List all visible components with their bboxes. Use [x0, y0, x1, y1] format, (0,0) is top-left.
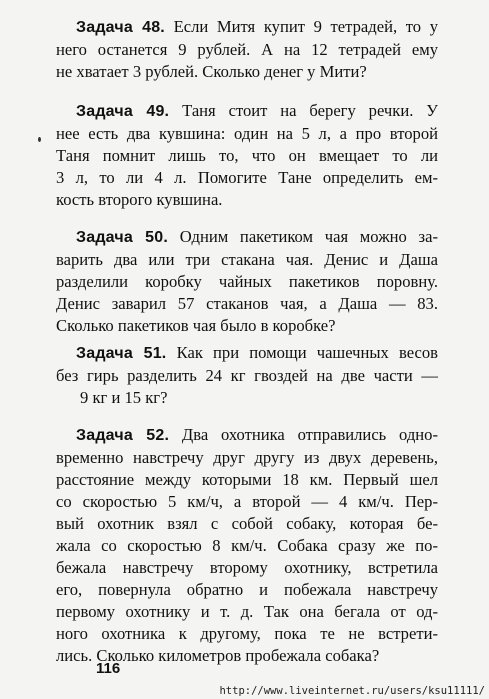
problem-label: Задача 48.	[76, 19, 165, 36]
watermark-url: http://www.liveinternet.ru/users/ksu11111/	[219, 685, 485, 697]
problem-line: 9 кг и 15 кг?	[80, 388, 168, 407]
problem-text: Как при помощи чашечных весов	[166, 343, 438, 362]
problem-line: со скоростью 5 км/ч, а второй — 4 км/ч. Пер-	[56, 492, 438, 511]
problem-line: варить два или три стакана чая. Денис и Даша	[56, 250, 438, 269]
problem-51	[56, 342, 438, 409]
problem-label: Задача 50.	[76, 229, 169, 246]
problem-line: разделили коробку чайных пакетиков поровну.	[56, 272, 438, 291]
problem-line: Сколько пакетиков чая было в коробке?	[56, 316, 336, 335]
problem-line	[56, 100, 438, 123]
problem-line: бежала навстречу второму охотнику, встретила	[56, 558, 438, 577]
print-speck	[38, 137, 41, 142]
problem-line	[56, 16, 438, 39]
problem-48	[56, 16, 438, 83]
problem-line: жала со скоростью 8 км/ч. Собака сразу же по-	[56, 536, 438, 555]
problem-label: Задача 51.	[76, 345, 167, 362]
problem-50	[56, 226, 438, 337]
problem-line	[56, 226, 438, 249]
problem-line: кость второго кувшина.	[56, 190, 223, 209]
problem-line: вый охотник взял с собой собаку, которая бе-	[56, 514, 438, 533]
problem-line: нее есть два кувшина: один на 5 л, а про второй	[56, 124, 438, 143]
problem-label: Задача 52.	[76, 427, 170, 444]
problem-line: расстояние между которыми 18 км. Первый шел	[56, 470, 438, 489]
problem-line: Денис заварил 57 стаканов чая, а Даша — 83.	[56, 294, 438, 313]
problem-line: первому охотнику и т. д. Так она бегала от од-	[56, 602, 438, 621]
problem-label: Задача 49.	[76, 103, 170, 120]
problem-line: 3 л, то ли 4 л. Помогите Тане определить ем-	[56, 168, 438, 187]
problem-line: без гирь разделить 24 кг гвоздей на две части —	[56, 366, 438, 385]
problem-line	[56, 342, 438, 365]
problem-line: ного охотника к другому, пока те не встрети-	[56, 624, 438, 643]
problem-text: Таня стоит на берегу речки. У	[169, 101, 438, 120]
problem-line: него останется 9 рублей. А на 12 тетрадей ему	[56, 40, 438, 59]
problem-line	[56, 424, 438, 447]
problem-text: Если Митя купит 9 тетрадей, то у	[164, 17, 439, 36]
problem-line: временно навстречу друг другу из двух деревень,	[56, 448, 438, 467]
problem-line: его, повернула обратно и побежала навстречу	[56, 580, 438, 599]
problem-text: Одним пакетиком чая можно за-	[168, 227, 439, 246]
problem-text: Два охотника отправились одно-	[169, 425, 438, 444]
problem-line: Таня помнит лишь то, что он вмещает то ли	[56, 146, 438, 165]
page-number: 116	[96, 660, 121, 677]
problem-52	[56, 424, 438, 667]
problem-49	[56, 100, 438, 211]
problem-line: не хватает 3 рублей. Сколько денег у Мити?	[56, 62, 367, 81]
problem-line: лись. Сколько километров пробежала собака?	[56, 646, 380, 665]
